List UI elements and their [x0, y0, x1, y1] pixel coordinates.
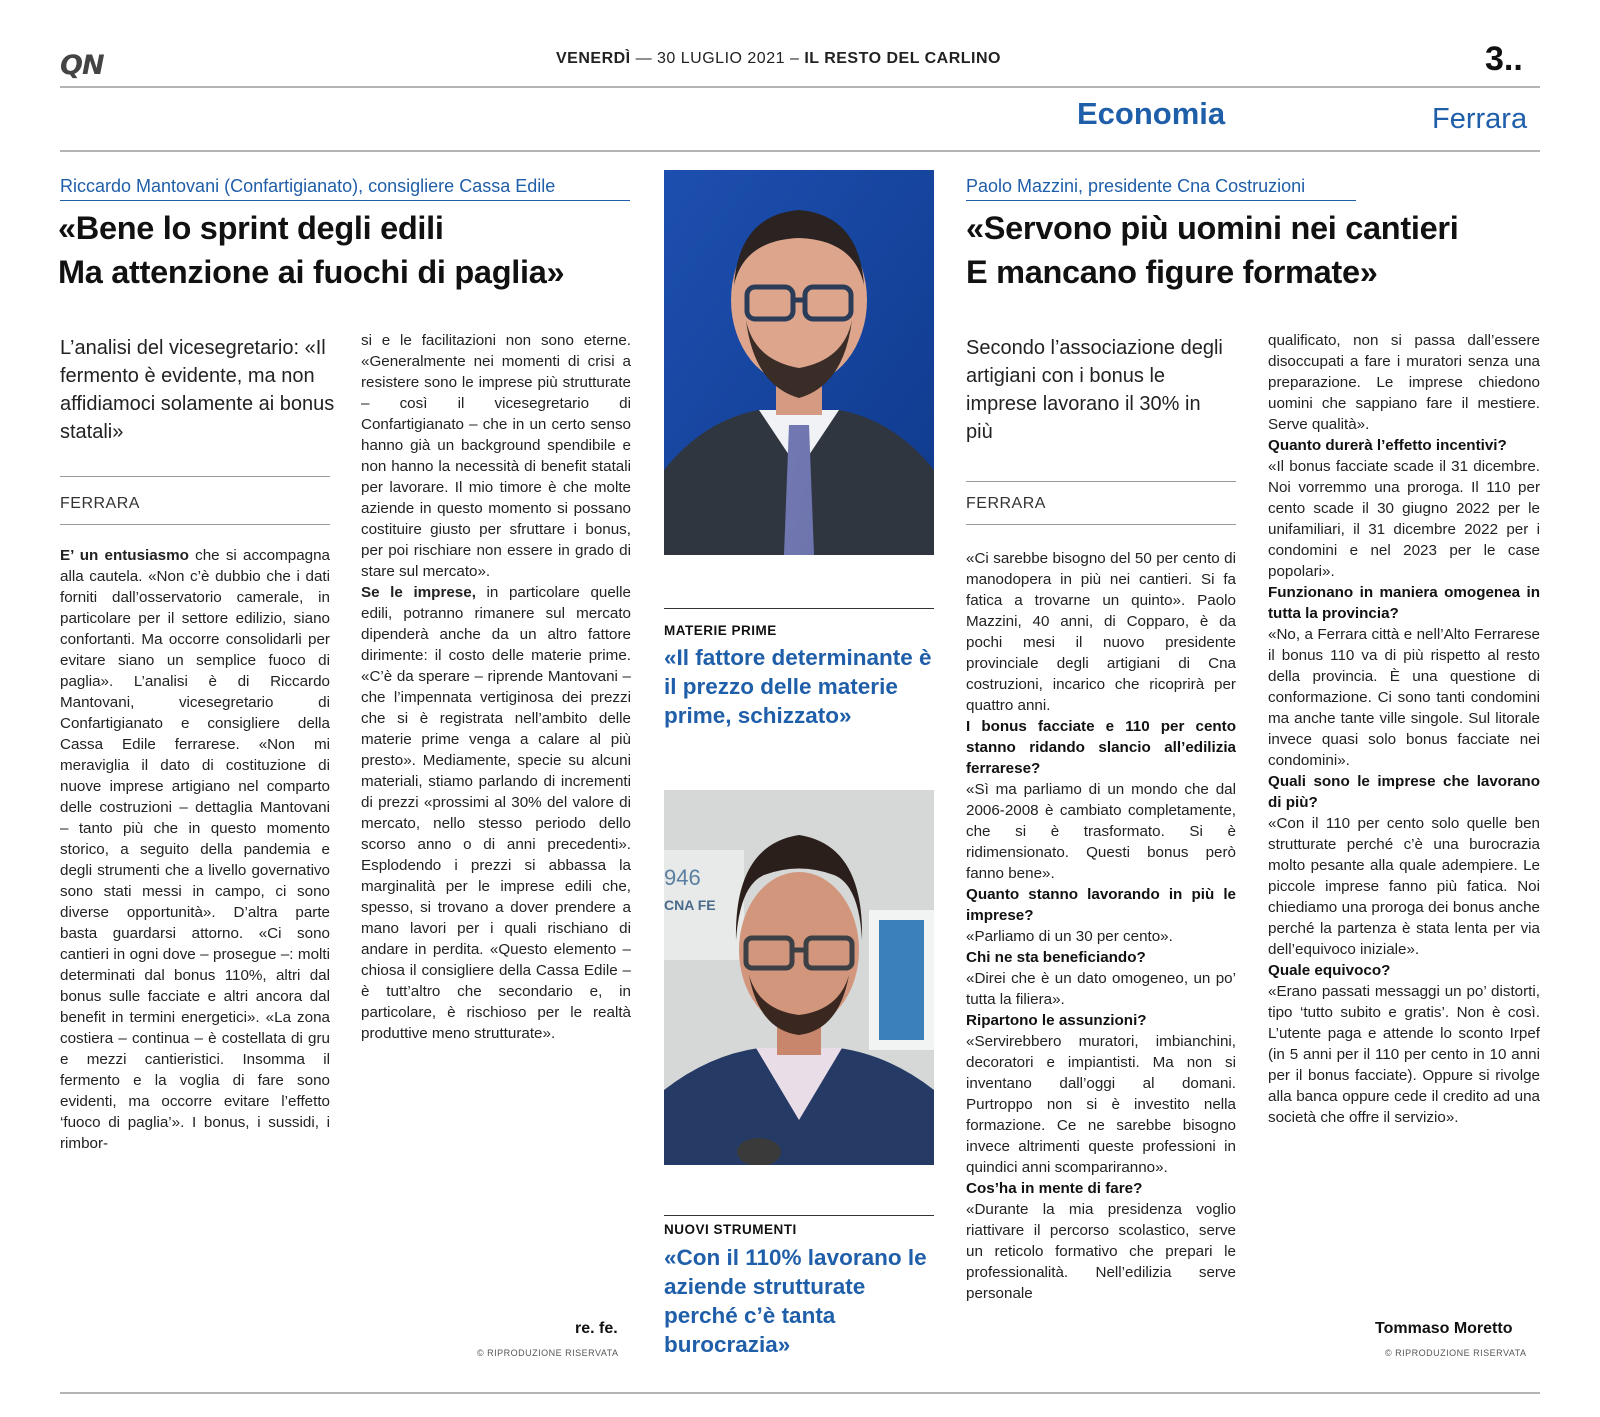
right-question-9: Quale equivoco?	[1268, 962, 1391, 979]
right-kicker: Paolo Mazzini, presidente Cna Costruzioni	[966, 176, 1306, 196]
left-col2-text: in particolare quelle edili, potranno rimanere sul mercato dipenderà anche da un altro fattore dirimente: il costo delle materie prime. «C’è da sperare – riprende Mantovani – che l’impennata vertiginosa dei prezzi che si è registrata nell’ambito delle materie prime venga a calare al più presto». Mediamente, specie su alcuni materiali, stiamo parlando di incrementi di prezzi «prossimi al 30% del valore di mercato, nello stesso periodo dello scorso anno o di anni precedenti». Esplodendo i prezzi si abbassa la marginalità per le imprese edili che, spesso, si trovano a dover prendere a mano lavori per i quali rischiano di andare in perdita. «Questo elemento – chiosa il consigliere della Cassa Edile – è tutt’altro che secondario e, in particolare, è rischioso per le realtà produttive meno strutturate».	[361, 584, 631, 1042]
quote1-text: «Il fattore determinante è il prezzo delle materie prime, schizzato»	[664, 645, 932, 728]
photo-mazzini-image	[664, 790, 934, 1165]
left-rights: © RIPRODUZIONE RISERVATA	[477, 1348, 619, 1358]
right-answer-1: «Sì ma parliamo di un mondo che dal 2006-2008 è cambiato completamente, che si è trasformato. Si è ridimensionato. Questi bonus però fanno bene».	[966, 781, 1236, 882]
left-city: FERRARA	[60, 495, 140, 512]
page-dateline	[556, 50, 1001, 68]
right-col1-intro: «Ci sarebbe bisogno del 50 per cento di manodopera in più nei cantieri. Si fa fatica a trovarne un quinto». Paolo Mazzini, 40 anni, di Copparo, è da pochi mesi il nuovo presidente provinciale degli artigiani di Cna costruzioni, incarico che ricoprirà per quattro anni.	[966, 550, 1236, 714]
right-question-4: Ripartono le assunzioni?	[966, 1012, 1147, 1029]
right-answer-4: «Servirebbero muratori, imbianchini, decoratori e impiantisti. Ma non si inventano dall’oggi al domani. Purtroppo non si è investito nella formazione. Ce ne sarebbe bisogno invece altrimenti queste professioni in quindici anni scompariranno».	[966, 1033, 1236, 1176]
right-headline-line1: «Servono più uomini nei cantieri	[966, 210, 1459, 246]
right-question-8: Quali sono le imprese che lavorano di più?	[1268, 773, 1540, 811]
left-kicker: Riccardo Mantovani (Confartigianato), consigliere Cassa Edile	[60, 176, 556, 196]
right-answer-2: «Parliamo di un 30 per cento».	[966, 928, 1173, 945]
dateline-day: VENERDÌ	[556, 50, 631, 67]
header-rule	[60, 86, 1540, 88]
left-signature: re. fe.	[575, 1320, 618, 1337]
left-column-2	[361, 330, 631, 1320]
left-deck-rule	[60, 476, 330, 477]
left-deck: L’analisi del vicesegretario: «Il fermento è evidente, ma non affidiamoci solamente ai bonus statali»	[60, 337, 335, 443]
quote2-text: «Con il 110% lavorano le aziende strutturate perché c’è tanta burocrazia»	[664, 1245, 927, 1357]
right-answer-6: «Il bonus facciate scade il 31 dicembre. Noi vorremmo una proroga. Il 110 per cento scade il 30 giugno 2022 per le unifamiliari, il 31 dicembre 2022 per i condomini e nel 2023 per le case popolari».	[1268, 458, 1540, 580]
page-number: 3..	[1485, 40, 1523, 78]
section-rule	[60, 150, 1540, 152]
right-question-6: Quanto durerà l’effetto incentivi?	[1268, 437, 1507, 454]
quote1-rule	[664, 608, 934, 609]
footer-rule	[60, 1392, 1540, 1394]
left-column-1	[60, 545, 330, 1360]
section-title: Economia	[1077, 96, 1226, 131]
right-signature: Tommaso Moretto	[1375, 1320, 1513, 1337]
photo-mantovani-image	[664, 170, 934, 555]
right-deck: Secondo l’associazione degli artigiani con i bonus le imprese lavorano il 30% in più	[966, 337, 1223, 443]
right-column-1	[966, 548, 1236, 1363]
right-question-1: I bonus facciate e 110 per cento stanno ridando slancio all’edilizia ferrarese?	[966, 718, 1236, 777]
dateline-date: 30 LUGLIO 2021	[657, 50, 785, 67]
right-column-2	[1268, 330, 1540, 1322]
photo-mazzini	[664, 790, 934, 1165]
right-question-5: Cos’ha in mente di fare?	[966, 1180, 1143, 1197]
photo-sign-text: CNA FE	[664, 897, 716, 913]
qn-logo: QN	[60, 50, 104, 81]
right-answer-5: «Durante la mia presidenza voglio riattivare il percorso scolastico, serve un reticolo formativo che prepari le professionalità. Nell’edilizia serve personale	[966, 1201, 1236, 1302]
right-answer-9: «Erano passati messaggi un po’ distorti, tipo ‘tutto subito e gratis’. Non è così. L’utente paga e attende lo sconto Irpef (in 5 anni per il 110 per cento in 10 anni per il bonus facciate). Oppure si rivolge alla banca oppure cede il credito ad una società che offre il servizio».	[1268, 983, 1540, 1126]
dateline-dash: –	[789, 50, 800, 67]
photo-sign-number: 946	[664, 865, 701, 890]
right-question-2: Quanto stanno lavorando in più le imprese?	[966, 886, 1236, 924]
quote2-label: NUOVI STRUMENTI	[664, 1222, 797, 1237]
quote2-rule	[664, 1215, 934, 1216]
right-col2-continuation: qualificato, non si passa dall’essere disoccupati a fare i muratori senza una preparazione. Le imprese chiedono uomini che sappiano fare il mestiere. Serve qualità».	[1268, 332, 1540, 433]
left-headline-line1: «Bene lo sprint degli edili	[58, 210, 444, 246]
right-city-rule	[966, 524, 1236, 525]
left-col1-text: che si accompagna alla cautela. «Non c’è dubbio che i dati forniti dall’osservatorio camerale, in particolare per il settore edilizio, siano confortanti. Ma occorre consolidarli per evitare siano un semplice fuoco di paglia». L’analisi è di Riccardo Mantovani, vicesegretario di Confartigianato e consigliere della Cassa Edile ferrarese. «Non mi meraviglia il dato di costituzione di nuove imprese artigiano nel comparto delle costruzioni – dettaglia Mantovani – tanto più che in questo momento storico, a seguito della pandemia e degli strumenti che a livello governativo sono stati messi in campo, ci sono diverse opportunità». D’altra parte basta guardarsi attorno. «Ci sono cantieri in ogni dove – prosegue –: molti determinati dal bonus 110%, altri dal bonus sulle facciate e altri ancora dal benefit in termini energetici». «La zona costiera – continua – è costellata di gru e mezzi cantieristici. Insomma il fermento e la voglia di fare sono evidenti, ma occorre evitare l’effetto ‘fuoco di paglia’». I bonus, i sussidi, i rimbor-	[60, 547, 330, 1152]
right-question-3: Chi ne sta beneficiando?	[966, 949, 1146, 966]
left-col2-paragraph-a: si e le facilitazioni non sono eterne. «Generalmente nei momenti di crisi a resistere sono le imprese più strutturate – così il vicesegretario di Confartigianato – che in un certo senso hanno già un background spendibile e non hanno la necessità di benefit statali per lavorare. Il mio timore è che molte aziende in questo momento si possano costituire giusto per sfruttare i bonus, per poi rischiare non essere in grado di stare sul mercato».	[361, 332, 631, 580]
dateline-separator: —	[635, 50, 653, 67]
left-col1-lead: E’ un entusiasmo	[60, 547, 189, 564]
right-deck-rule	[966, 481, 1236, 482]
left-col2-paragraph-b	[361, 582, 631, 1044]
photo-mantovani	[664, 170, 934, 555]
edition-title: Ferrara	[1432, 103, 1528, 135]
right-headline-line2: E mancano figure formate»	[966, 254, 1378, 290]
left-col2-lead: Se le imprese,	[361, 584, 476, 601]
right-city: FERRARA	[966, 495, 1046, 512]
right-rights: © RIPRODUZIONE RISERVATA	[1385, 1348, 1527, 1358]
left-city-rule	[60, 524, 330, 525]
quote1-label: MATERIE PRIME	[664, 623, 777, 638]
left-kicker-underline	[60, 200, 630, 201]
right-answer-8: «Con il 110 per cento solo quelle ben strutturate perché c’è una burocrazia molto pesante alla quale adempiere. Le piccole imprese fanno più fatica. Noi chiediamo una proroga dei bonus anche perché la partenza è stata lenta per via dell’equivoco iniziale».	[1268, 815, 1540, 958]
right-question-7: Funzionano in maniera omogenea in tutta la provincia?	[1268, 584, 1540, 622]
right-answer-7: «No, a Ferrara città e nell’Alto Ferrarese il bonus 110 va di più rispetto al resto della provincia. È una questione di conformazione. Ci sono tanti condomini ma anche tante ville singole. Sul litorale invece quasi solo bonus facciate nei condomini».	[1268, 626, 1540, 769]
right-kicker-underline	[966, 200, 1356, 201]
right-answer-3: «Direi che è un dato omogeneo, un po’ tutta la filiera».	[966, 970, 1236, 1008]
left-headline-line2: Ma attenzione ai fuochi di paglia»	[58, 254, 565, 290]
dateline-paper: IL RESTO DEL CARLINO	[804, 50, 1001, 67]
left-col1-paragraph	[60, 545, 330, 1154]
